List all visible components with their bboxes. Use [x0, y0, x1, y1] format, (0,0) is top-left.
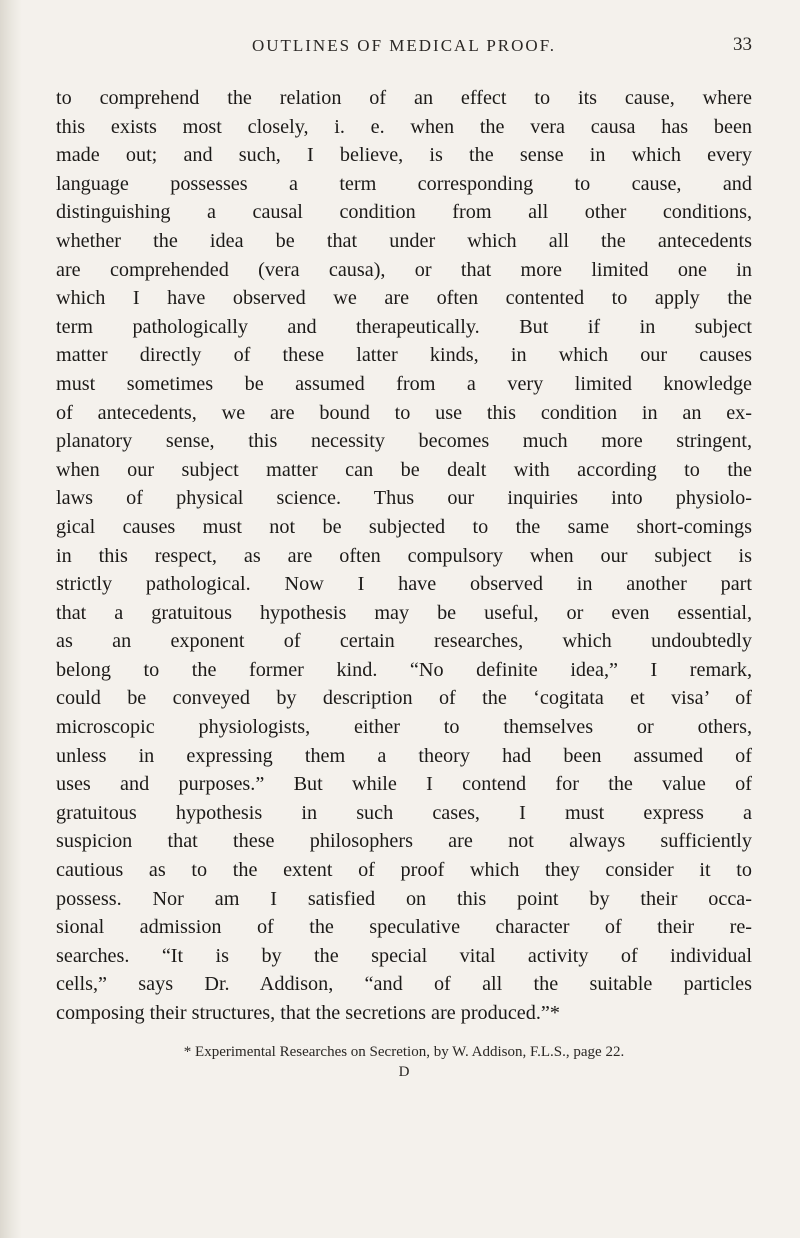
- page-edge-shadow: [0, 0, 22, 1238]
- text-line: suspicion that these philosophers are not always sufficiently: [56, 830, 752, 853]
- text-line: unless in expressing them a theory had been assumed of: [56, 744, 752, 767]
- text-line: made out; and such, I believe, is the sense in which every: [56, 144, 752, 167]
- text-line: language possesses a term corresponding to cause, and: [56, 172, 752, 195]
- text-line: planatory sense, this necessity becomes much more stringent,: [56, 430, 752, 453]
- text-line: must sometimes be assumed from a very limited knowledge: [56, 372, 752, 395]
- text-line: in this respect, as are often compulsory when our subject is: [56, 544, 752, 567]
- text-line: gical causes must not be subjected to the same short-comings: [56, 515, 752, 538]
- text-line: uses and purposes.” But while I contend for the value of: [56, 773, 752, 796]
- book-page: [56, 28, 752, 1081]
- footnote: * Experimental Researches on Secretion, by W. Addison, F.L.S., page 22.: [183, 1043, 625, 1060]
- text-line: could be conveyed by description of the ‘cogitata et visa’ of: [56, 687, 752, 710]
- text-line: strictly pathological. Now I have observed in another part: [56, 573, 752, 596]
- text-line: gratuitous hypothesis in such cases, I must express a: [56, 801, 752, 824]
- text-line: term pathologically and therapeutically. But if in subject: [56, 315, 752, 338]
- signature-mark: D: [398, 1063, 410, 1080]
- body-text: [56, 84, 752, 1028]
- text-line: this exists most closely, i. e. when the vera causa has been: [56, 115, 752, 138]
- text-line: to comprehend the relation of an effect to its cause, where: [56, 87, 752, 109]
- running-title: OUTLINES OF MEDICAL PROOF.: [251, 36, 557, 55]
- running-head: [56, 28, 752, 68]
- text-line: when our subject matter can be dealt with according to the: [56, 458, 752, 481]
- text-line: are comprehended (vera causa), or that more limited one in: [56, 258, 752, 281]
- page-number: 33: [733, 34, 752, 55]
- text-line: possess. Nor am I satisfied on this point by their occa-: [56, 887, 752, 910]
- text-line: that a gratuitous hypothesis may be useful, or even essential,: [56, 601, 752, 624]
- text-line: which I have observed we are often contented to apply the: [56, 287, 752, 310]
- text-line: microscopic physiologists, either to themselves or others,: [56, 716, 752, 739]
- text-line: cautious as to the extent of proof which they consider it to: [56, 859, 752, 882]
- text-line: whether the idea be that under which all the antecedents: [56, 229, 752, 252]
- text-line: searches. “It is by the special vital activity of individual: [56, 944, 752, 967]
- text-line: as an exponent of certain researches, which undoubtedly: [56, 630, 752, 653]
- text-line: belong to the former kind. “No definite idea,” I remark,: [56, 658, 752, 681]
- text-line: matter directly of these latter kinds, in which our causes: [56, 344, 752, 367]
- text-line: of antecedents, we are bound to use this condition in an ex-: [56, 401, 752, 424]
- text-line: laws of physical science. Thus our inquiries into physiolo-: [56, 487, 752, 510]
- text-line: sional admission of the speculative character of their re-: [56, 916, 752, 939]
- text-line: cells,” says Dr. Addison, “and of all the suitable particles: [56, 973, 752, 996]
- text-line: composing their structures, that the secretions are produced.”*: [56, 1002, 560, 1024]
- text-line: distinguishing a causal condition from all other conditions,: [56, 201, 752, 224]
